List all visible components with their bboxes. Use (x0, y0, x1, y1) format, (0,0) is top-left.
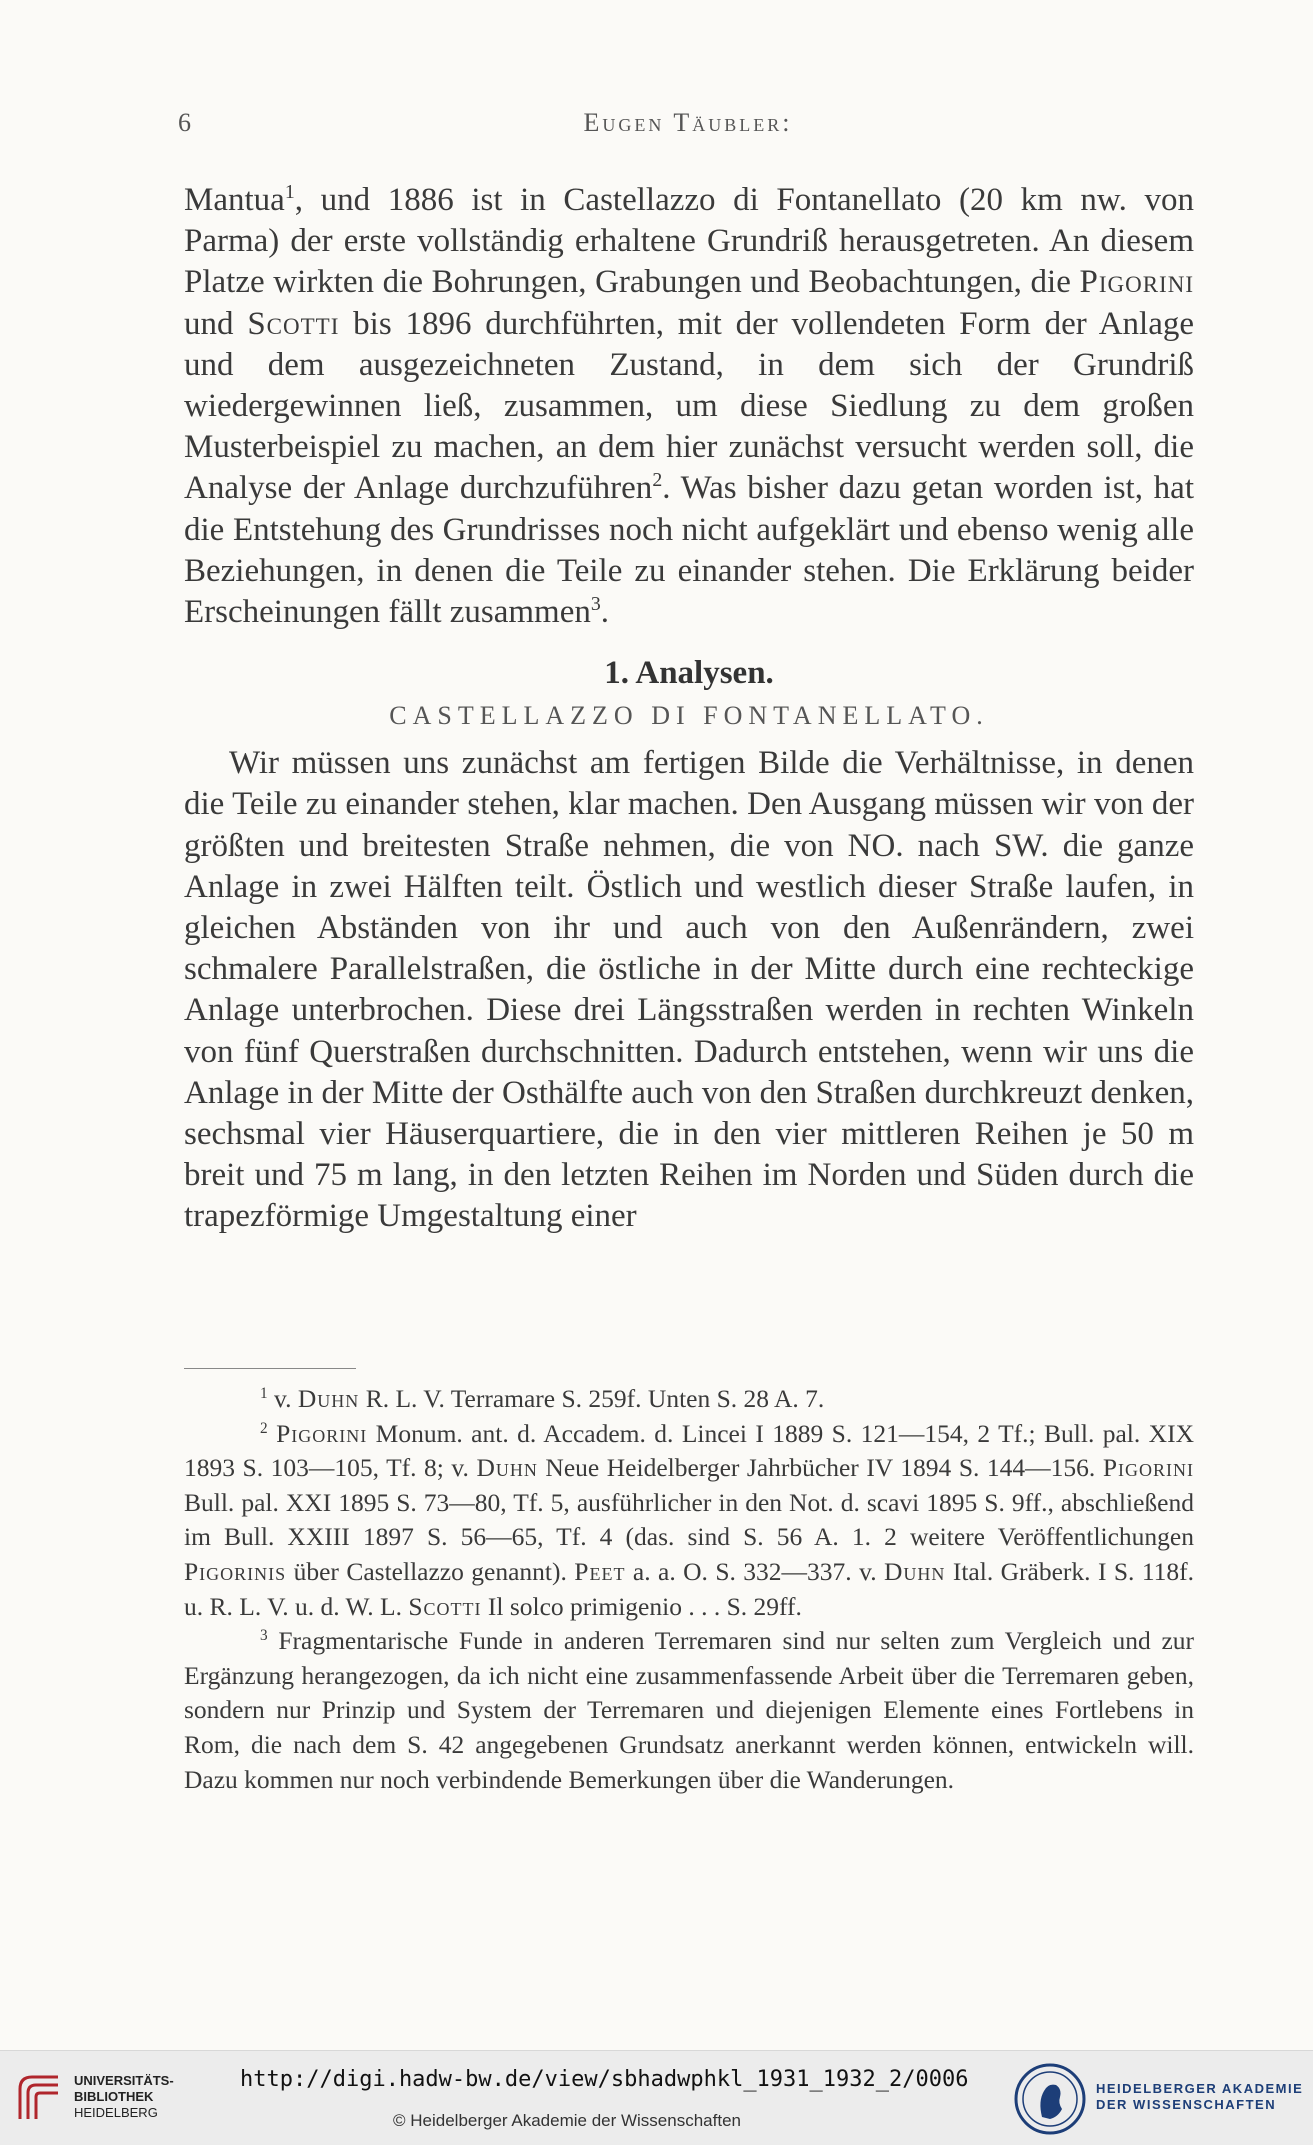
academy-name (1096, 2081, 1303, 2113)
library-line: UNIVERSITÄTS- (74, 2073, 174, 2088)
viewer-footer (0, 2050, 1313, 2145)
place-heading: CASTELLAZZO DI FONTANELLATO. (389, 701, 989, 731)
footnote-2 (184, 1417, 1194, 1625)
academy-line: DER WISSENSCHAFTEN (1096, 2097, 1277, 2112)
text-run: Neue Heidelberger Jahrbücher IV 1894 S. 144—156. (537, 1453, 1103, 1483)
author-name: Scotti (247, 305, 340, 342)
university-library-name (74, 2073, 174, 2121)
author-name: Pigorini (276, 1418, 368, 1448)
text-run: . Was bisher dazu getan worden ist, hat die Entstehung des Grundrisses noch nicht aufgeklärt und ebenso wenig alle Beziehungen, in denen die Teile zu einander stehen. Die Erklärung beider Erscheinungen fällt zusammen (184, 470, 1194, 631)
text-run: a. a. O. S. 332—337. v. (625, 1556, 884, 1586)
paragraph-2: Wir müssen uns zunächst am fertigen Bilde die Verhältnisse, in denen die Teile zu einander stehen, klar machen. Den Ausgang müssen wir von der größten und breitesten Straße nehmen, die von NO. nach SW. die ganze Anlage in zwei Hälften teilt. Östlich und westlich dieser Straße laufen, in gleichen Abständen von ihr und auch von den Außenrändern, zwei schmalere Parallelstraßen, die östliche in der Mitte durch eine rechteckige Anlage unterbrochen. Diese drei Längsstraßen werden in rechten Winkeln von fünf Querstraßen durchschnitten. Dadurch entstehen, wenn wir uns die Anlage in der Mitte der Osthälfte auch von den Straßen durchkreuzt denken, sechsmal vier Häuserquartiere, die in den vier mittleren Reihen je 50 m breit und 75 m lang, in den letzten Reihen im Norden und Süden durch die trapezförmige Umgestaltung einer (184, 745, 1194, 1235)
text-run: Mantua (184, 182, 285, 218)
author-name: Scotti (408, 1591, 482, 1621)
text-run: über Castellazzo genannt). (286, 1556, 575, 1586)
library-line: HEIDELBERG (74, 2105, 158, 2120)
main-text (184, 180, 1194, 1238)
text-run: v. (274, 1384, 298, 1413)
footnote-3 (184, 1624, 1194, 1797)
permalink-url[interactable]: http://digi.hadw-bw.de/view/sbhadwphkl_1931_1932_2/0006 (240, 2067, 969, 2092)
academy-seal-icon (1012, 2061, 1088, 2137)
copyright-notice: © Heidelberger Akademie der Wissenschaften (393, 2111, 741, 2130)
author-name: Peet (574, 1556, 626, 1586)
author-name: Pigorini (1102, 1453, 1195, 1483)
text-run: R. L. V. Terramare S. 259f. Unten S. 28 A. 7. (359, 1384, 825, 1413)
text-run: und (184, 305, 248, 342)
footnote-ref-1[interactable]: 1 (284, 181, 295, 204)
text-run: Fragmentarische Funde in anderen Terremaren sind nur selten zum Vergleich und zur Ergänzung herangezogen, da ich nicht eine zusammenfassende Arbeit über die Terremaren geben, sondern nur Prinzip und System der Terremaren und diejenigen Elemente eines Fortlebens in Rom, die nach dem S. 42 angegebenen Grundsatz anerkannt werden können, entwickeln will. Dazu kommen nur noch verbindende Bemerkungen über die Wanderungen. (184, 1626, 1194, 1794)
paragraph-1 (184, 180, 1194, 633)
footnote-1 (184, 1382, 1194, 1417)
footnote-separator (184, 1368, 356, 1369)
academy-line: HEIDELBERGER AKADEMIE (1096, 2081, 1304, 2096)
author-name: Duhn (297, 1384, 360, 1413)
text-run: Bull. pal. XXI 1895 S. 73—80, Tf. 5, ausführlicher in den Not. d. scavi 1895 S. 9ff., abschließend im Bull. XXIII 1897 S. 56—65, Tf. 4 (das. sind S. 56 A. 1. 2 weitere Veröffentlichungen (184, 1487, 1194, 1552)
text-run: Il solco primigenio . . . S. 29ff. (481, 1591, 802, 1621)
author-name: Pigorini (1079, 264, 1194, 301)
footnotes (184, 1382, 1194, 1797)
university-library-logo-icon (14, 2069, 64, 2125)
footnote-number: 2 (260, 1419, 268, 1437)
text-run: Ital. Gräberk. I S. 118f. u. R. L. V. u. d. W. L. (184, 1556, 1195, 1621)
text-run: . (600, 594, 610, 631)
text-run: Monum. ant. d. Accadem. d. Lincei I 1889 S. 121—154, 2 Tf.; Bull. pal. XIX 1893 S. 103—105, Tf. 8; v. (184, 1418, 1194, 1483)
running-title: Eugen Täubler: (583, 108, 793, 137)
text-run: , und 1886 ist in Castellazzo di Fontanellato (20 km nw. von Parma) der erste vollständig erhaltene Grundriß herausgetreten. An diesem Platze wirkten die Bohrungen, Grabungen und Beobachtungen, die (184, 182, 1194, 301)
footnote-ref-3[interactable]: 3 (590, 593, 601, 616)
library-line: BIBLIOTHEK (74, 2089, 154, 2104)
author-name: Duhn (884, 1556, 946, 1586)
text-run: bis 1896 durchführten, mit der vollendeten Form der Anlage und dem ausgezeichneten Zustand, in dem sich der Grundriß wiedergewinnen ließ, zusammen, um diese Siedlung zu dem großen Musterbeispiel zu machen, an dem hier zunächst versucht werden soll, die Analyse der Anlage durchzuführen (184, 305, 1195, 507)
footnote-ref-2[interactable]: 2 (652, 469, 663, 492)
section-heading: 1. Analysen. (604, 655, 774, 692)
page-number: 6 (178, 108, 191, 137)
author-name: Pigorinis (184, 1556, 287, 1586)
page-header (178, 108, 1198, 148)
author-name: Duhn (476, 1453, 538, 1483)
footnote-number: 1 (260, 1384, 268, 1402)
footnote-number: 3 (260, 1626, 268, 1644)
